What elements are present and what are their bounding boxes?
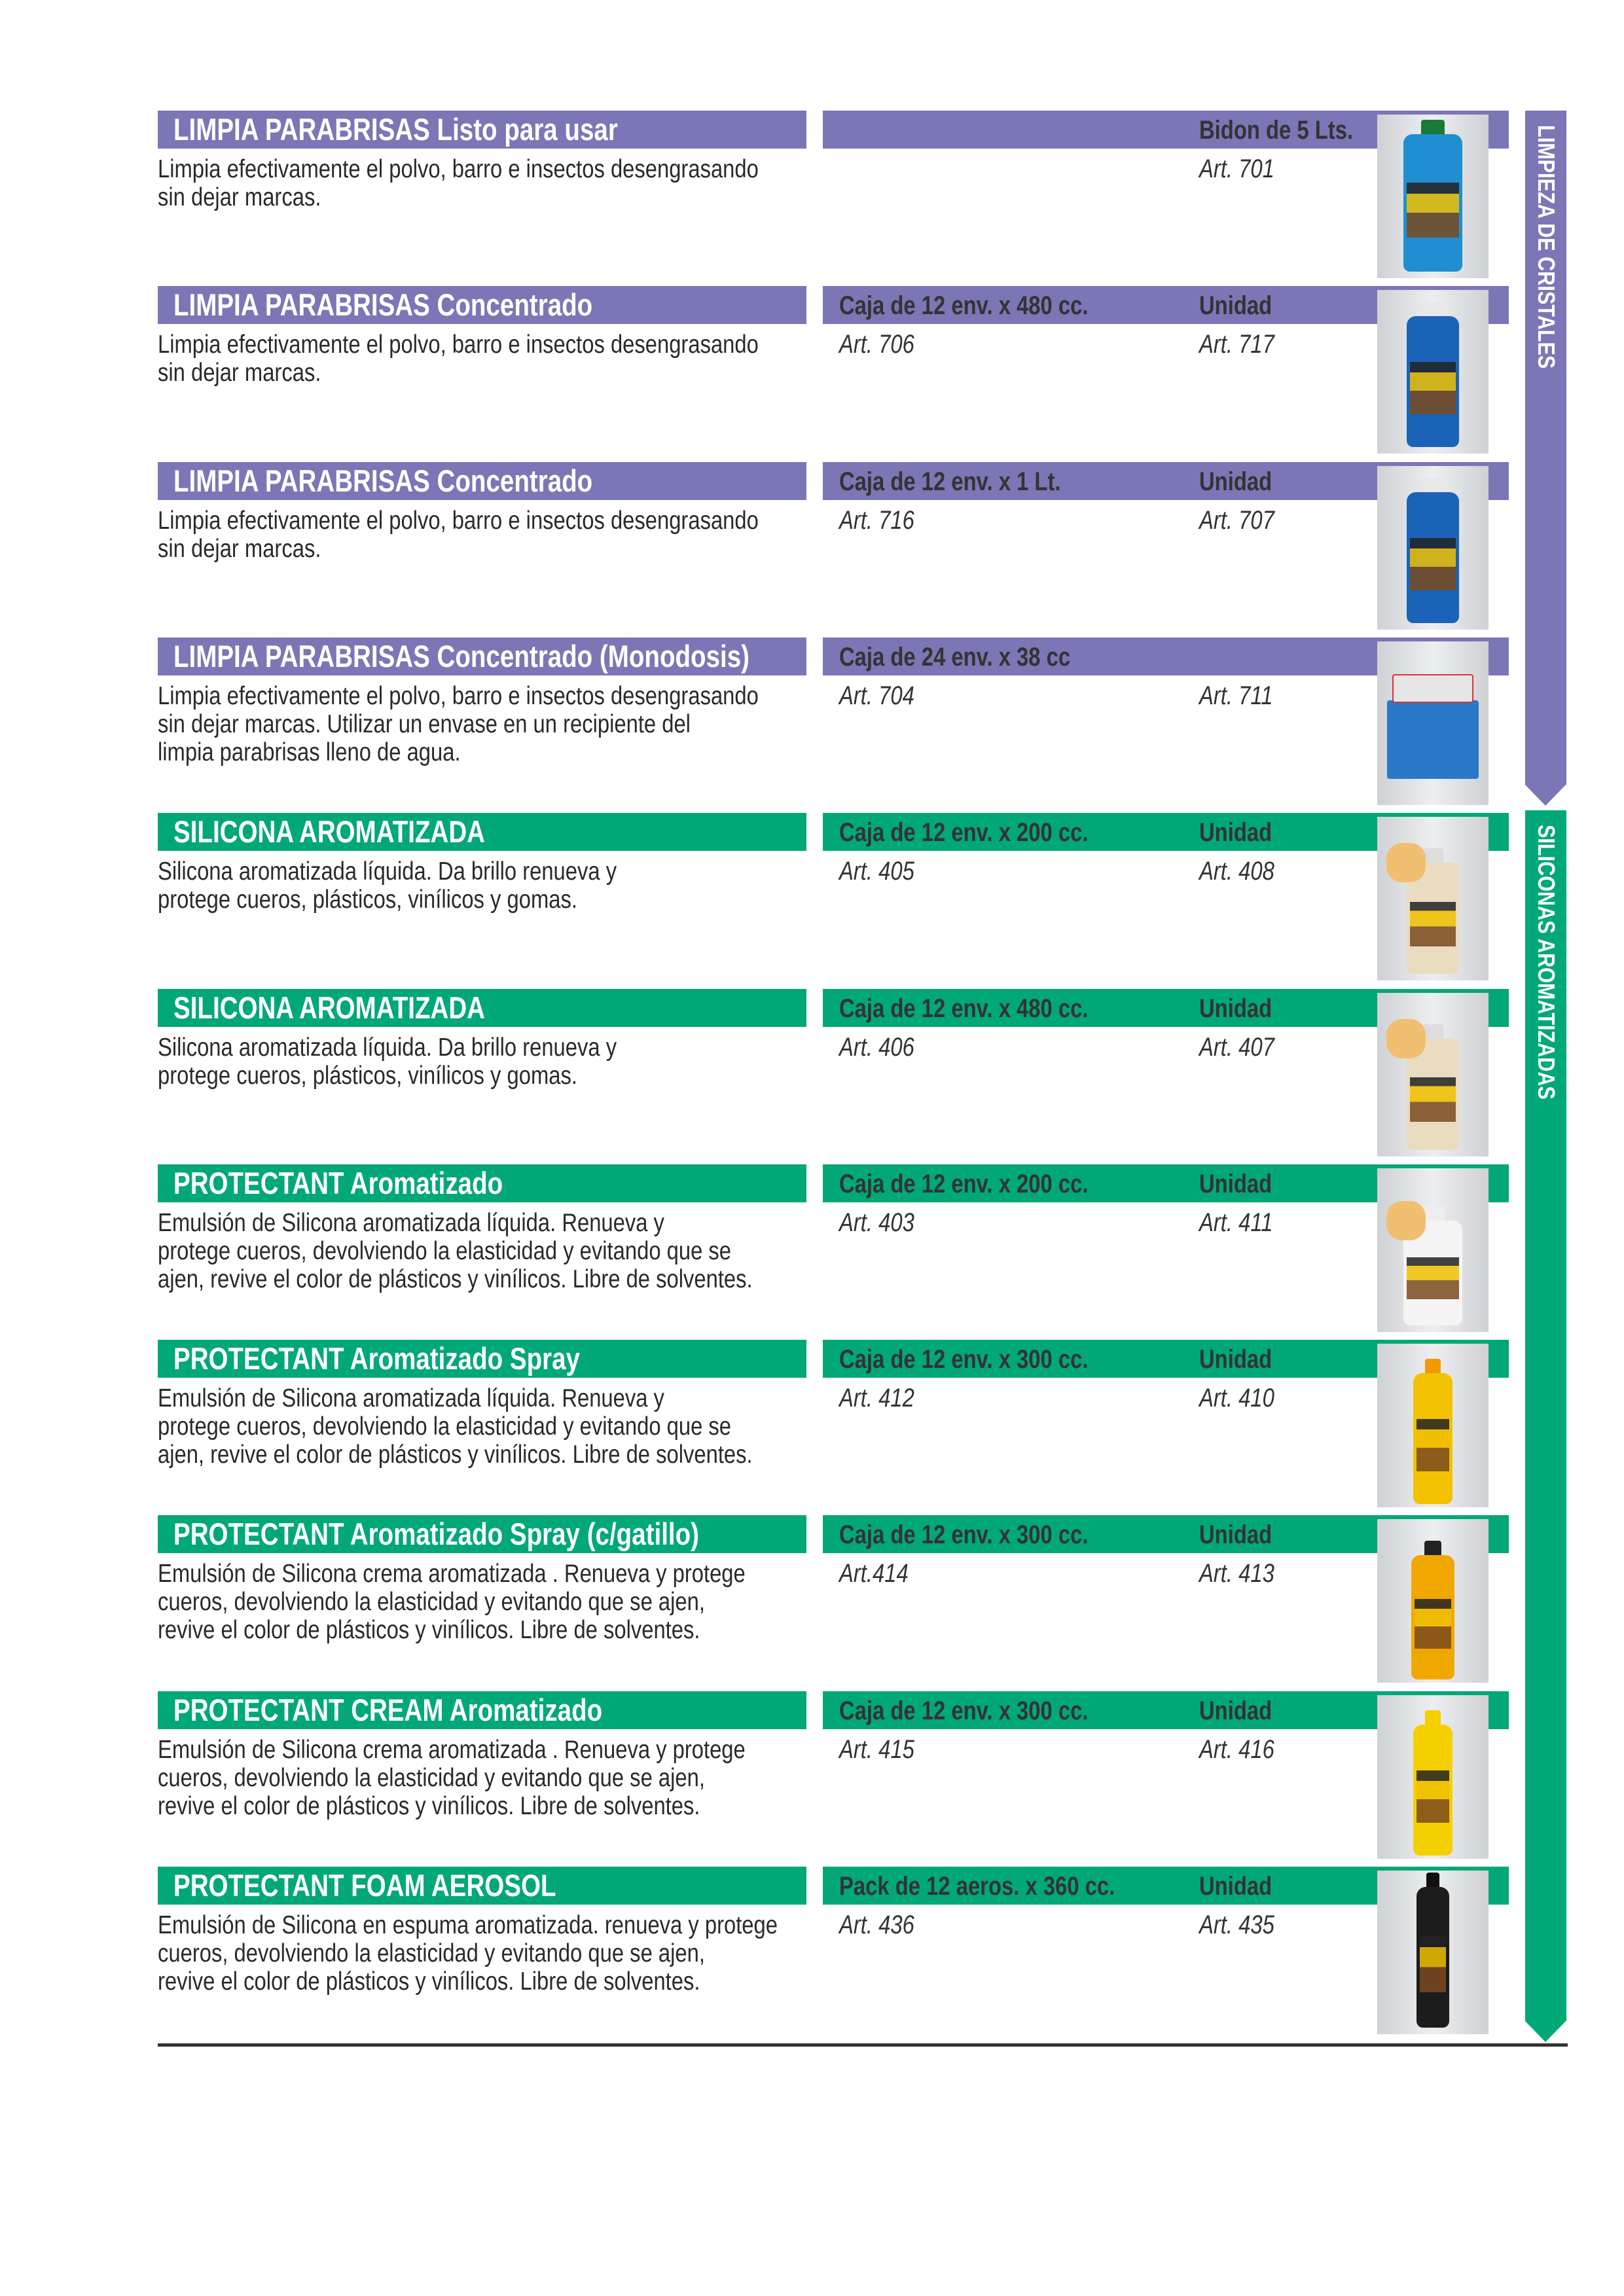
pack-box-label: Caja de 12 env. x 300 cc. [839,1345,1089,1374]
product-image [1377,641,1489,805]
product-image [1377,1168,1489,1332]
product-description: Limpia efectivamente el polvo, barro e insectos desengrasando sin dejar marcas. [158,506,759,563]
pack-unit-label: Unidad [1199,1169,1272,1198]
product-image [1377,817,1489,980]
article-number-unit: Art. 407 [1199,1032,1274,1062]
section-label: SILICONAS AROMATIZADAS [1532,825,1560,1100]
product-title-bar [158,1515,806,1553]
bottom-divider [158,2043,1568,2047]
product-row [0,1515,1624,1685]
bottle-label-icon [1410,902,1456,946]
bottle-label-icon [1420,1936,1446,1992]
product-title: LIMPIA PARABRISAS Concentrado (Monodosis) [173,638,749,673]
product-title-bar [158,1340,806,1378]
article-number-box: Art. 706 [839,330,914,359]
product-image [1377,1519,1489,1683]
article-number-box: Art. 704 [839,681,914,710]
product-title-bar [158,111,806,149]
product-row [0,462,1624,632]
product-description: Limpia efectivamente el polvo, barro e insectos desengrasando sin dejar marcas. [158,331,759,387]
product-title: LIMPIA PARABRISAS Listo para usar [173,112,618,147]
product-image [1377,1871,1489,2034]
article-number-box: Art.414 [839,1559,909,1588]
product-row [0,1867,1624,2037]
product-row [0,1691,1624,1861]
product-description: Emulsión de Silicona crema aromatizada . Renueva y protege cueros, devolviendo la elasticidad y evitando que se ajen, revive el color de plásticos y vinílicos. Libre de solventes. [158,1560,746,1645]
product-row [0,1164,1624,1335]
product-row [0,813,1624,983]
display-box-icon [1387,700,1479,779]
product-description: Limpia efectivamente el polvo, barro e insectos desengrasando sin dejar marcas. Utilizar un envase en un recipiente del limpia parabrisas lleno de agua. [158,681,759,766]
sponge-icon [1386,843,1426,882]
article-number-unit: Art. 707 [1199,505,1274,535]
pack-unit-label: Unidad [1199,1520,1272,1550]
product-title-bar [158,462,806,500]
pack-unit-label: Unidad [1199,467,1272,496]
bottle-label-icon [1415,1599,1451,1649]
product-title: PROTECTANT CREAM Aromatizado [173,1692,603,1727]
product-title-bar [158,1164,806,1202]
product-description: Silicona aromatizada líquida. Da brillo renueva y protege cueros, plásticos, vinílicos y gomas. [158,857,617,914]
product-image [1377,466,1489,630]
product-title-bar [158,1867,806,1905]
product-title-bar [158,989,806,1027]
article-number-box: Art. 412 [839,1384,914,1413]
product-description: Emulsión de Silicona aromatizada líquida. Renueva y protege cueros, devolviendo la elasticidad y evitando que se ajen, revive el color de plásticos y vinílicos. Libre de solventes. [158,1208,753,1293]
product-image [1377,993,1489,1157]
pack-unit-label: Unidad [1199,1696,1272,1725]
pack-box-label: Caja de 12 env. x 480 cc. [839,291,1089,321]
article-number-box: Art. 403 [839,1208,914,1237]
article-number-box: Art. 716 [839,505,914,535]
section-label: LIMPIEZA DE CRISTALES [1532,125,1560,369]
pack-box-label: Caja de 12 env. x 300 cc. [839,1520,1089,1550]
section-band-siliconas-aromatizadas [1525,810,1566,2021]
article-number-box: Art. 405 [839,857,914,886]
product-row [0,989,1624,1159]
sponge-icon [1386,1019,1426,1058]
product-title: SILICONA AROMATIZADA [173,814,485,850]
article-number-box: Art. 406 [839,1032,914,1062]
pack-unit-label: Unidad [1199,1345,1272,1374]
product-description: Limpia efectivamente el polvo, barro e insectos desengrasando sin dejar marcas. [158,155,759,211]
pack-box-label: Caja de 24 env. x 38 cc [839,642,1071,672]
product-description: Emulsión de Silicona aromatizada líquida. Renueva y protege cueros, devolviendo la elasticidad y evitando que se ajen, revive el color de plásticos y vinílicos. Libre de solventes. [158,1384,753,1469]
article-number-unit: Art. 717 [1199,330,1274,359]
bottle-label-icon [1410,362,1456,414]
product-title: PROTECTANT Aromatizado Spray [173,1341,580,1376]
bottle-label-icon [1416,1770,1449,1823]
pack-box-label: Caja de 12 env. x 300 cc. [839,1696,1089,1725]
article-number-unit: Art. 711 [1199,681,1273,710]
bottle-label-icon [1416,1419,1449,1471]
pack-box-label: Caja de 12 env. x 480 cc. [839,994,1089,1023]
pack-unit-label: Unidad [1199,994,1272,1023]
pack-unit-label: Unidad [1199,1872,1272,1901]
article-number-unit: Art. 410 [1199,1384,1274,1413]
product-row [0,111,1624,281]
product-image [1377,1695,1489,1859]
pack-unit-label: Unidad [1199,818,1272,848]
product-title-bar [158,813,806,851]
section-arrow-icon [1525,2021,1566,2042]
product-image [1377,1344,1489,1507]
bottle-label-icon [1407,183,1459,238]
section-band-limpieza-de-cristales [1525,111,1566,785]
product-description: Emulsión de Silicona crema aromatizada . Renueva y protege cueros, devolviendo la elasticidad y evitando que se ajen, revive el color de plásticos y vinílicos. Libre de solventes. [158,1735,746,1820]
bottle-label-icon [1407,1257,1459,1299]
box-lid-icon [1392,674,1473,703]
product-title-bar [158,637,806,675]
article-number-unit: Art. 701 [1199,154,1274,183]
bottle-label-icon [1410,538,1456,590]
product-title: PROTECTANT Aromatizado [173,1165,503,1200]
article-number-unit: Art. 411 [1199,1208,1273,1237]
product-row [0,286,1624,456]
section-arrow-icon [1525,785,1566,806]
article-number-box: Art. 436 [839,1910,914,1939]
pack-box-label: Caja de 12 env. x 200 cc. [839,1169,1089,1198]
product-description: Silicona aromatizada líquida. Da brillo renueva y protege cueros, plásticos, vinílicos y gomas. [158,1033,617,1090]
bottle-label-icon [1410,1077,1456,1122]
pack-box-label: Caja de 12 env. x 1 Lt. [839,467,1061,496]
pack-box-label: Pack de 12 aeros. x 360 cc. [839,1872,1115,1901]
product-image [1377,290,1489,454]
product-title-bar [158,286,806,324]
article-number-unit: Art. 408 [1199,857,1274,886]
product-title-bar [158,1691,806,1729]
product-title: LIMPIA PARABRISAS Concentrado [173,287,593,323]
article-number-unit: Art. 416 [1199,1734,1274,1764]
sponge-icon [1386,1201,1426,1240]
article-number-unit: Art. 413 [1199,1559,1274,1588]
product-title: SILICONA AROMATIZADA [173,990,485,1025]
pack-box-label: Caja de 12 env. x 200 cc. [839,818,1089,848]
product-description: Emulsión de Silicona en espuma aromatizada. renueva y protege cueros, devolviendo la elasticidad y evitando que se ajen, revive el color de plásticos y vinílicos. Libre de solventes. [158,1911,778,1996]
product-title: LIMPIA PARABRISAS Concentrado [173,463,593,498]
product-image [1377,115,1489,278]
pack-unit-label: Unidad [1199,291,1272,321]
article-number-box: Art. 415 [839,1734,914,1764]
product-title: PROTECTANT FOAM AEROSOL [173,1868,556,1903]
article-number-unit: Art. 435 [1199,1910,1274,1939]
product-row [0,1340,1624,1510]
product-row [0,637,1624,808]
pack-unit-label: Bidon de 5 Lts. [1199,116,1354,145]
product-title: PROTECTANT Aromatizado Spray (c/gatillo) [173,1516,699,1552]
